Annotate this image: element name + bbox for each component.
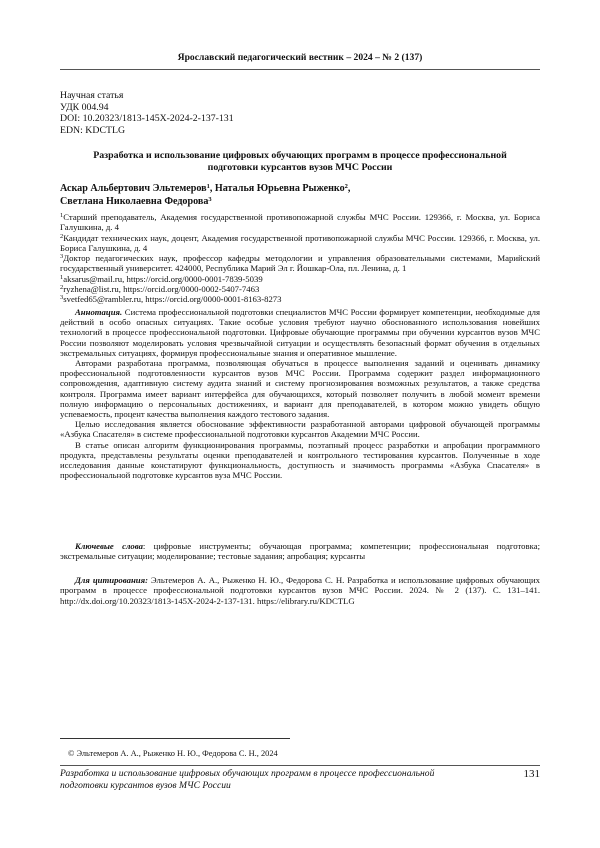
author-separator: , <box>347 183 351 194</box>
author-superscript: 1 <box>206 183 210 190</box>
header-rule <box>60 69 540 70</box>
author-superscript: 2 <box>344 183 348 190</box>
article-title: Разработка и использование цифровых обучающих программ в процессе профессиональной подготовки курсантов вузов МЧС России <box>93 150 507 173</box>
affiliation-superscript: 3 <box>60 253 64 261</box>
citation-label: Для цитирования: <box>75 575 148 585</box>
edn: EDN: KDCTLG <box>60 124 126 136</box>
udc-code: УДК 004.94 <box>60 101 109 113</box>
copyright: © Эльтемеров А. А., Рыженко Н. Ю., Федорова С. Н., 2024 <box>68 749 278 758</box>
affiliation-line <box>60 253 540 274</box>
contact-text: svetfed65@rambler.ru, https://orcid.org/0000-0001-8163-8273 <box>63 294 282 305</box>
footnote-rule <box>60 738 290 739</box>
abstract-paragraph: Целью исследования является обоснование эффективности разработанной авторами цифровой обучающей программы «Азбука Спасателя» в системе профессиональной подготовки курсантов Академии МЧС России. <box>60 419 540 440</box>
keywords-label: Ключевые слова <box>75 541 143 551</box>
article-meta <box>60 90 540 136</box>
abstract <box>60 307 540 480</box>
footer-title: Разработка и использование цифровых обучающих программ в процессе профессиональной подготовки курсантов вузов МЧС России <box>60 768 435 791</box>
doi: DOI: 10.20323/1813-145X-2024-2-137-131 <box>60 113 234 125</box>
affiliation-superscript: 1 <box>60 212 64 219</box>
affiliation-line <box>60 233 540 254</box>
affiliations <box>60 212 540 305</box>
contact-superscript: 1 <box>60 273 64 281</box>
keywords-text: : цифровые инструменты; обучающая программа; компетенции; профессиональная подготовка; экстремальные ситуации; моделирование; тестовые задания; апробация; курсанты <box>60 541 540 562</box>
affiliation-text: Кандидат технических наук, доцент, Академия государственной противопожарной службы МЧС России. 129366, г. Москва, ул. Бориса Галушкина, д. 4 <box>60 232 540 253</box>
author-superscript: 3 <box>208 195 212 203</box>
contact-text: ryzhena@list.ru, https://orcid.org/0000-0002-5407-7463 <box>63 284 260 295</box>
contact-line <box>60 294 540 304</box>
affiliation-line <box>60 212 540 233</box>
affiliation-superscript: 2 <box>60 232 64 240</box>
author-list <box>60 183 540 208</box>
author-name: Светлана Николаевна Федорова <box>60 195 209 207</box>
abstract-text: Система профессиональной подготовки специалистов МЧС России формирует компетенции, необходимые для действий в особо опасных ситуациях. Такие особые условия требуют научно обоснованного использования новейших технологий в процессе профессиональной подготовки. Цифровые обучающие программы при обучении курсантов вузов МЧС России позволяют моделировать условия чрезвычайной ситуации и осуществлять безопасный формат обучения в отдельных экстремальных ситуациях, формируя профессиональные знания и оперативное мышление. <box>60 307 540 358</box>
abstract-label: Аннотация. <box>75 307 123 317</box>
affiliation-text: Старший преподаватель, Академия государственной противопожарной службы МЧС России. 129366, г. Москва, ул. Бориса Галушкина, д. 4 <box>60 212 540 233</box>
citation <box>60 575 540 606</box>
running-head: Ярославский педагогический вестник – 2024 – № 2 (137) <box>177 52 423 63</box>
abstract-paragraph: В статье описан алгоритм функционирования программы, поэтапный процесс разработки и апробации программного продукта, представлены результаты оценки преподавателей и контрольного тестирования курсантов. Полученные в ходе исследования данные констатируют функциональность, доступность и значимость программы «Азбука Спасателя» в профессиональной подготовке курсантов вуза МЧС России. <box>60 439 540 481</box>
contact-superscript: 3 <box>60 294 64 302</box>
contact-superscript: 2 <box>60 284 64 292</box>
abstract-paragraph <box>60 307 540 358</box>
contact-text: aksarus@mail.ru, https://orcid.org/0000-0001-7839-5039 <box>63 273 263 284</box>
contact-line <box>60 274 540 284</box>
abstract-paragraph: Авторами разработана программа, позволяющая обучаться в процессе выполнения заданий и оценивать динамику профессиональной подготовленности курсантов вузов МЧС России. Программа содержит раздел информационного сопровождения, адаптивную систему аудита знаний и систему прогнозирования возможных результатов, а также средства контроля. Программа имеет вариант интерфейса для обучающихся, который позволяет получить в любой момент времени полную информацию о персональных достижениях, и вариант для преподавателей, в котором можно увидеть общую успеваемость, процент качества выполнения каждого тестового задания. <box>60 358 540 420</box>
citation-text: Эльтемеров А. А., Рыженко Н. Ю., Федорова С. Н. Разработка и использование цифровых обучающих программ в процессе профессиональной подготовки курсантов вузов МЧС России. 2024. № 2 (137). С. 131–141. http://dx.doi.org/10.20323/1813-145X-2024-2-137-131. https://elibrary.ru/KDCTLG <box>60 575 540 606</box>
footer-rule <box>60 765 540 766</box>
author-separator: , <box>209 183 215 194</box>
page-number: 131 <box>523 768 540 780</box>
contact-line <box>60 284 540 294</box>
keywords <box>60 541 540 562</box>
affiliation-text: Доктор педагогических наук, профессор кафедры методологии и управления образовательными системами, Марийский государственный университет. 424000, Республика Марий Эл г. Йошкар-Ола, пл. Ленина, д. 1 <box>60 253 540 274</box>
author-name: Наталья Юрьевна Рыженко <box>214 183 345 194</box>
article-type: Научная статья <box>60 90 124 101</box>
author-name: Аскар Альбертович Эльтемеров <box>60 183 207 194</box>
